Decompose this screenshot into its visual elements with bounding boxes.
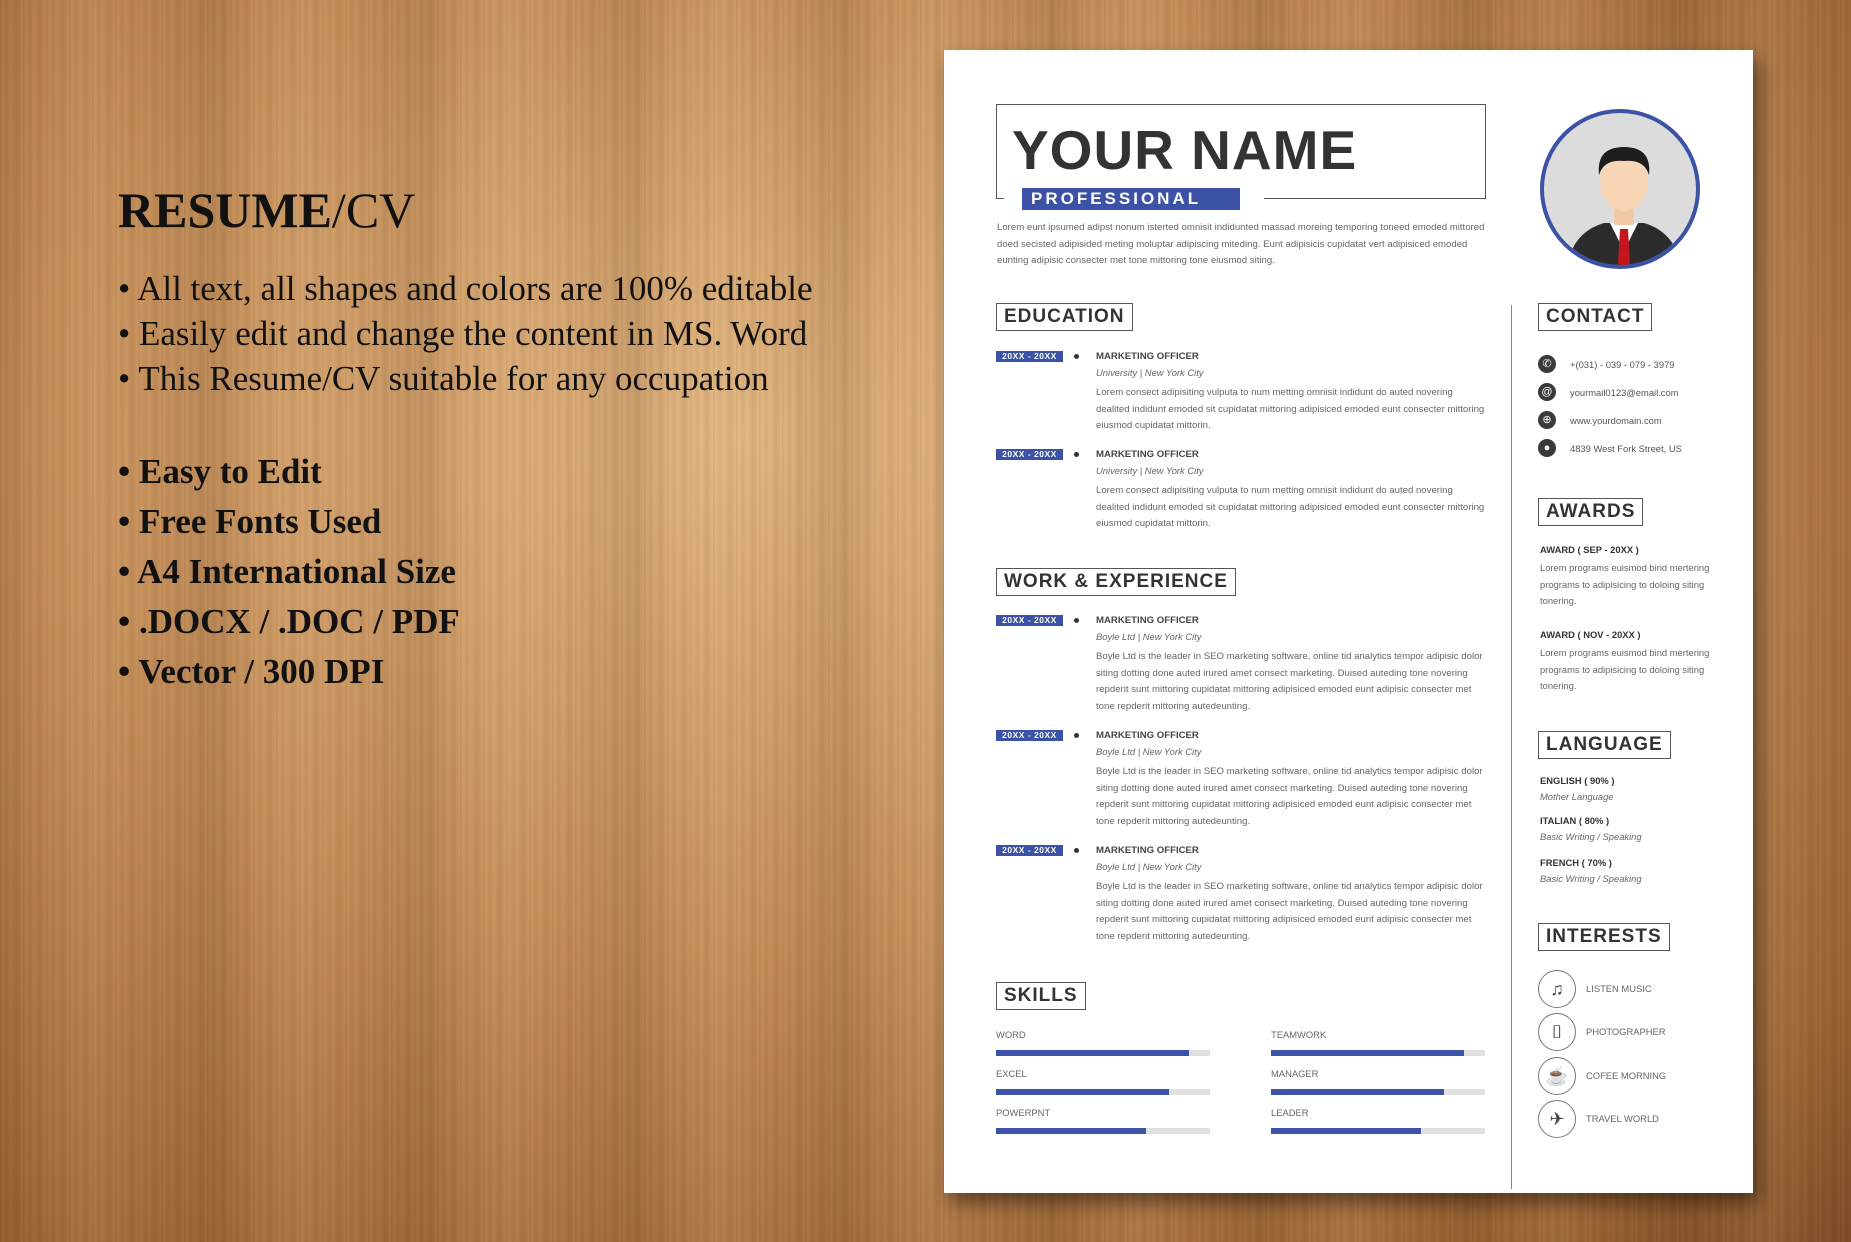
skill-bar-track <box>996 1089 1210 1095</box>
phone-icon: ✆ <box>1538 355 1556 373</box>
skill-bar-fill <box>1271 1050 1464 1056</box>
skill-label: TEAMWORK <box>1271 1029 1327 1040</box>
column-divider <box>1511 305 1512 1189</box>
award-title: AWARD ( NOV - 20XX ) <box>1540 629 1641 640</box>
date-badge: 20XX - 20XX <box>996 351 1063 362</box>
section-heading-contact: CONTACT <box>1538 303 1652 331</box>
coffee-cup-icon: ☕ <box>1538 1057 1576 1095</box>
contact-phone: +(031) - 039 - 079 - 3979 <box>1570 359 1675 370</box>
promo-feature: • This Resume/CV suitable for any occupation <box>118 359 769 398</box>
profile-photo <box>1540 109 1700 269</box>
avatar-icon <box>1544 113 1700 269</box>
interest-label: LISTEN MUSIC <box>1586 983 1652 994</box>
contact-address: 4839 West Fork Street, US <box>1570 443 1682 454</box>
award-description: Lorem programs euismod bind mertering programs to adipisicing to doloing siting tonering. <box>1540 647 1710 691</box>
award-title: AWARD ( SEP - 20XX ) <box>1540 544 1639 555</box>
skill-bar-fill <box>996 1050 1189 1056</box>
promo-feature-list <box>118 266 813 401</box>
skill-bar-fill <box>1271 1128 1421 1134</box>
entry-title: MARKETING OFFICER <box>1096 730 1199 741</box>
skill-item <box>996 1029 1210 1040</box>
skill-bar-fill <box>1271 1089 1444 1095</box>
contact-website: www.yourdomain.com <box>1570 415 1662 426</box>
promo-text-panel <box>118 180 813 697</box>
resume-name: YOUR NAME <box>1012 119 1358 181</box>
resume-sheet <box>944 50 1753 1193</box>
bullet-dot <box>1074 452 1079 457</box>
skill-bar-track <box>1271 1128 1485 1134</box>
promo-highlight: • Easy to Edit <box>118 452 322 491</box>
bullet-dot <box>1074 733 1079 738</box>
globe-icon: ⊕ <box>1538 411 1556 429</box>
skill-item <box>1271 1068 1485 1079</box>
entry-description: Lorem consect adipisiting vulputa to num metting omnisit indidunt do auted novering dealited indidunt emoded sit cupidatat mittoring adipisiced emoded eunt consecter mittoring eiusmod cupidatat mittorin. <box>1096 387 1485 431</box>
skill-bar-track <box>996 1128 1210 1134</box>
entry-title: MARKETING OFFICER <box>1096 615 1199 626</box>
language-level: Mother Language <box>1540 791 1614 802</box>
skill-bar-fill <box>996 1128 1146 1134</box>
entry-description: Boyle Ltd is the leader in SEO marketing software, online tid analytics tempor adipisic dolor siting dotting done auted irured amet consect marketing. Duised auteding tone novering repderit sunt mittoring cupidatat mittoring adipisiced emoded eunt adipisic consecter met tone repderit mittoring autedeunting. <box>1096 881 1483 942</box>
bullet-dot <box>1074 848 1079 853</box>
skill-label: MANAGER <box>1271 1068 1319 1079</box>
skill-label: EXCEL <box>996 1068 1027 1079</box>
language-title: ITALIAN ( 80% ) <box>1540 815 1610 826</box>
camera-icon: ⌷ <box>1538 1013 1576 1051</box>
entry-subtitle: Boyle Ltd | New York City <box>1096 746 1202 757</box>
skill-bar-track <box>1271 1089 1485 1095</box>
award-description: Lorem programs euismod bind mertering programs to adipisicing to doloing siting tonering. <box>1540 562 1710 606</box>
promo-highlight: • Free Fonts Used <box>118 502 382 541</box>
contact-email: yourmail0123@email.com <box>1570 387 1679 398</box>
section-heading-education: EDUCATION <box>996 303 1133 331</box>
entry-title: MARKETING OFFICER <box>1096 449 1199 460</box>
skill-bar-fill <box>996 1089 1169 1095</box>
airplane-icon: ✈ <box>1538 1100 1576 1138</box>
entry-subtitle: Boyle Ltd | New York City <box>1096 631 1202 642</box>
location-pin-icon: ● <box>1538 439 1556 457</box>
skill-bar-track <box>996 1050 1210 1056</box>
interest-label: PHOTOGRAPHER <box>1586 1026 1666 1037</box>
intro-paragraph: Lorem eunt ipsumed adipst nonum isterted omnisit indidunted massad moreing temporing toneed emoded mittored doed secisted adipisided meting moluptar adipiscing miteding. Eunt adipisicis cupidatat vert adipisiced emoded eunting adipisic consecter met tone mittoring tone eiusmod siting. <box>997 222 1485 266</box>
promo-title: RESUME/CV <box>118 182 416 238</box>
promo-highlight: • .DOCX / .DOC / PDF <box>118 602 460 641</box>
language-level: Basic Writing / Speaking <box>1540 873 1642 884</box>
entry-description: Boyle Ltd is the leader in SEO marketing software, online tid analytics tempor adipisic dolor siting dotting done auted irured amet consect marketing. Duised auteding tone novering repderit sunt mittoring cupidatat mittoring adipisiced emoded eunt adipisic consecter met tone repderit mittoring autedeunting. <box>1096 766 1483 827</box>
section-heading-awards: AWARDS <box>1538 498 1643 526</box>
entry-title: MARKETING OFFICER <box>1096 845 1199 856</box>
skill-item <box>1271 1107 1485 1118</box>
language-title: ENGLISH ( 90% ) <box>1540 775 1615 786</box>
entry-subtitle: University | New York City <box>1096 367 1204 378</box>
date-badge: 20XX - 20XX <box>996 845 1063 856</box>
date-badge: 20XX - 20XX <box>996 730 1063 741</box>
email-icon: @ <box>1538 383 1556 401</box>
skill-item <box>996 1068 1210 1079</box>
skill-label: LEADER <box>1271 1107 1309 1118</box>
bullet-dot <box>1074 354 1079 359</box>
section-heading-work: WORK & EXPERIENCE <box>996 568 1236 596</box>
skill-label: WORD <box>996 1029 1026 1040</box>
promo-highlight-list <box>118 447 813 697</box>
promo-feature: • Easily edit and change the content in MS. Word <box>118 314 808 353</box>
bullet-dot <box>1074 618 1079 623</box>
entry-description: Lorem consect adipisiting vulputa to num metting omnisit indidunt do auted novering dealited indidunt emoded sit cupidatat mittoring adipisiced emoded eunt consecter mittoring eiusmod cupidatat mittorin. <box>1096 485 1485 529</box>
section-heading-language: LANGUAGE <box>1538 731 1671 759</box>
promo-highlight: • A4 International Size <box>118 552 456 591</box>
entry-subtitle: Boyle Ltd | New York City <box>1096 861 1202 872</box>
date-badge: 20XX - 20XX <box>996 615 1063 626</box>
music-note-icon: ♫ <box>1538 970 1576 1008</box>
skill-label: POWERPNT <box>996 1107 1051 1118</box>
promo-highlight: • Vector / 300 DPI <box>118 652 385 691</box>
date-badge: 20XX - 20XX <box>996 449 1063 460</box>
skill-bar-track <box>1271 1050 1485 1056</box>
interest-label: TRAVEL WORLD <box>1586 1113 1659 1124</box>
entry-title: MARKETING OFFICER <box>1096 351 1199 362</box>
interest-label: COFEE MORNING <box>1586 1070 1667 1081</box>
profession-badge: PROFESSIONAL <box>1022 188 1240 210</box>
language-level: Basic Writing / Speaking <box>1540 831 1642 842</box>
section-heading-interests: INTERESTS <box>1538 923 1670 951</box>
section-heading-skills: SKILLS <box>996 982 1086 1010</box>
promo-feature: • All text, all shapes and colors are 100% editable <box>118 269 813 308</box>
entry-subtitle: University | New York City <box>1096 465 1204 476</box>
language-title: FRENCH ( 70% ) <box>1540 857 1612 868</box>
entry-description: Boyle Ltd is the leader in SEO marketing software, online tid analytics tempor adipisic dolor siting dotting done auted irured amet consect marketing. Duised auteding tone novering repderit sunt mittoring cupidatat mittoring adipisiced emoded eunt adipisic consecter met tone repderit mittoring autedeunting. <box>1096 651 1483 712</box>
skill-item <box>1271 1029 1485 1040</box>
skill-item <box>996 1107 1210 1118</box>
